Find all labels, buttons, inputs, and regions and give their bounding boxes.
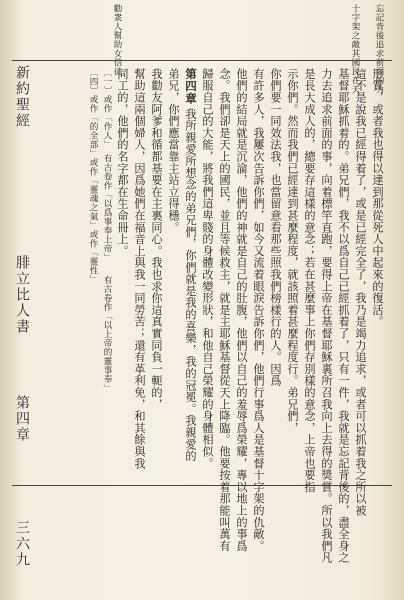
running-title: 腓立比人書 [14, 255, 30, 335]
footer-rule [12, 485, 392, 486]
body-line-7: 你們要一同效法我，也當留意看那些照我們榜樣行的人。因爲 [269, 68, 282, 387]
body-line-11: 歸服自己的大能，將我們這卑賤的身體改變形狀，和他自己榮耀的身體相似。 [201, 68, 214, 470]
body-line-9: 他們的結局就是沉淪，他們的神就是自己的肚腹，他們以自己的羞辱爲榮耀，專以地上的事爲 [235, 68, 248, 552]
body-line-1: 形質，或者我也得以達到那從死人中起來的復活。 [371, 68, 384, 328]
body-line-2: 這不是說我已經得着了，或是已經完全了，我乃是竭力追求，或者可以抓着我之所以被 [354, 68, 367, 517]
body-line-4: 力去追求前面的事，向着標竿直跑，要得上帝在基督耶穌裏所召我向上去得的獎賞。所以我們凡 [320, 68, 333, 564]
margin-note-forgetting-behind: 忘記背後追求前面的力 [374, 4, 384, 94]
body-line-10: 念。我們卻是天上的國民，並且等候救主，就是主耶穌基督從天上降臨。他要按着那能叫萬有 [218, 68, 231, 552]
footnote-1: 〔一〕或作「作人」 有古卷作「以爲事奉上帝」 有古卷作「以上帝的靈事奉」 [102, 68, 112, 393]
body-line-6: 示你們。然而我們已經達到甚麼程度，就該照着甚麼程度行。弟兄們， [286, 68, 299, 434]
body-line-13: 弟兄，你們應當靠主站立得穩。 [167, 68, 180, 234]
header-rule [12, 60, 392, 61]
body-line-12: 我所親愛所想念的弟兄們，你們就是我的喜樂，我的冠冕。我親愛的 [184, 108, 197, 462]
chapter-heading: 第四章 [184, 68, 198, 105]
page-number: 三六九 [14, 520, 30, 568]
body-line-8: 有許多人，我屢次告訴你們，如今又流着眼淚告訴你們，他們行事爲人是基督十字架的仇敵。 [252, 68, 265, 552]
footnote-2: 〔四〕或作「的全部」或作「靈魂之氣」或作「靈性」 [88, 68, 98, 284]
margin-note-citizens-of-heaven: 十字架之敵其國民在天 [350, 4, 360, 94]
body-line-5: 是長大成人的，總要存這樣的意念；若在甚麼事上你們存別樣的意念，上帝也要指 [303, 68, 316, 493]
body-line-3: 基督耶穌抓着的。弟兄們，我不以爲自己已經抓着了，只有一件，我就是忘記背後的，盡全身之 [337, 68, 350, 564]
body-line-14: 我勸友阿爹和循都基要在主裏同心。我也求你這真實同負一軛的， [150, 68, 163, 411]
margin-note-help-women: 勸衆人幫助女信徒 [112, 4, 122, 76]
body-line-15: 幫助這兩個婦人，因爲她們在福音上與我一同勞苦；還有革利免，和其餘與我 [133, 68, 146, 470]
body-line-16: 同工的，他們的名字都在生命冊上。 [116, 68, 129, 257]
book-title: 新約聖經 [14, 65, 30, 129]
chapter-label: 第四章 [14, 395, 30, 443]
